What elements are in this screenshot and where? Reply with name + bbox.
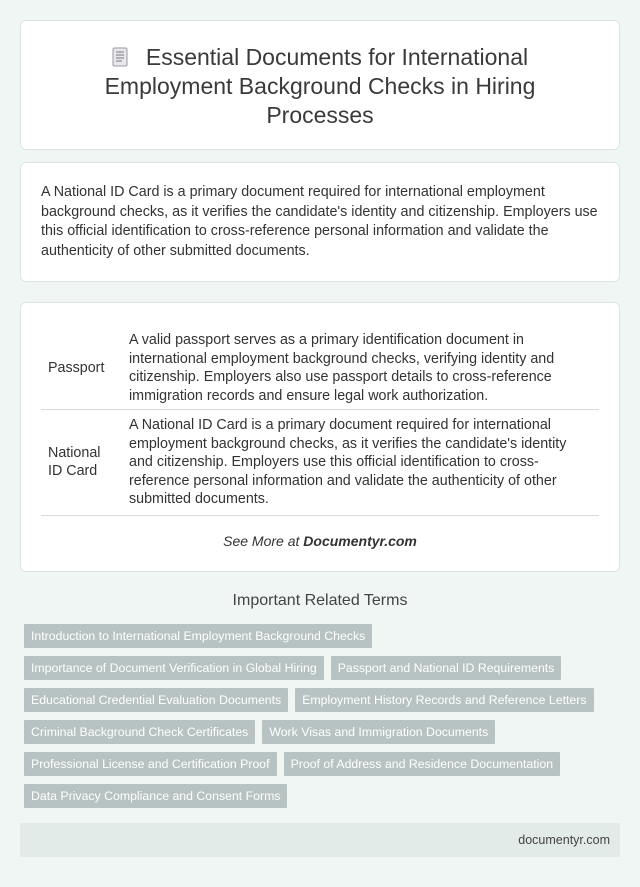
summary-text: A National ID Card is a primary document required for international employment background checks, as it verifies the candidate's identity and citizenship. Employers use this official identification to cross-reference personal information and validate the authenticity of other submitted documents. [41, 184, 598, 259]
see-more-link[interactable]: Documentyr.com [303, 533, 417, 549]
see-more-prefix: See More at [223, 533, 300, 549]
see-more-line [21, 533, 619, 549]
title-card [20, 20, 620, 150]
related-terms-heading: Important Related Terms [232, 592, 408, 609]
page-title [51, 43, 589, 130]
definition-cell: A National ID Card is a primary document required for international employment background checks, as it verifies the candidate's identity and citizenship. Employers use this official identification to cross-reference personal information and validate the authenticity of other submitted documents. [123, 410, 599, 516]
related-term-tag[interactable]: Criminal Background Check Certificates [24, 720, 255, 744]
related-term-tag[interactable]: Proof of Address and Residence Documentation [284, 752, 561, 776]
term-cell: National ID Card [41, 410, 123, 516]
table-row [41, 410, 599, 516]
related-term-tag[interactable]: Professional License and Certification Proof [24, 752, 277, 776]
related-term-tag[interactable]: Introduction to International Employment Background Checks [24, 624, 372, 648]
related-term-tag[interactable]: Passport and National ID Requirements [331, 656, 562, 680]
summary-card [20, 162, 620, 282]
page-title-text: Essential Documents for International Employment Background Checks in Hiring Processes [104, 44, 536, 128]
related-terms-list [24, 624, 616, 816]
document-icon [112, 47, 128, 67]
related-term-tag[interactable]: Work Visas and Immigration Documents [262, 720, 495, 744]
related-term-tag[interactable]: Data Privacy Compliance and Consent Forms [24, 784, 287, 808]
documents-table [41, 325, 599, 516]
footer [20, 823, 620, 857]
related-term-tag[interactable]: Employment History Records and Reference Letters [295, 688, 593, 712]
footer-site-link[interactable]: documentyr.com [518, 833, 610, 847]
related-term-tag[interactable]: Importance of Document Verification in Global Hiring [24, 656, 324, 680]
table-row [41, 325, 599, 410]
definition-cell: A valid passport serves as a primary identification document in international employment background checks, verifying identity and citizenship. Employers also use passport details to cross-reference immigration records and ensure legal work authorization. [123, 325, 599, 410]
related-term-tag[interactable]: Educational Credential Evaluation Documents [24, 688, 288, 712]
term-cell: Passport [41, 325, 123, 410]
documents-table-card [20, 302, 620, 572]
